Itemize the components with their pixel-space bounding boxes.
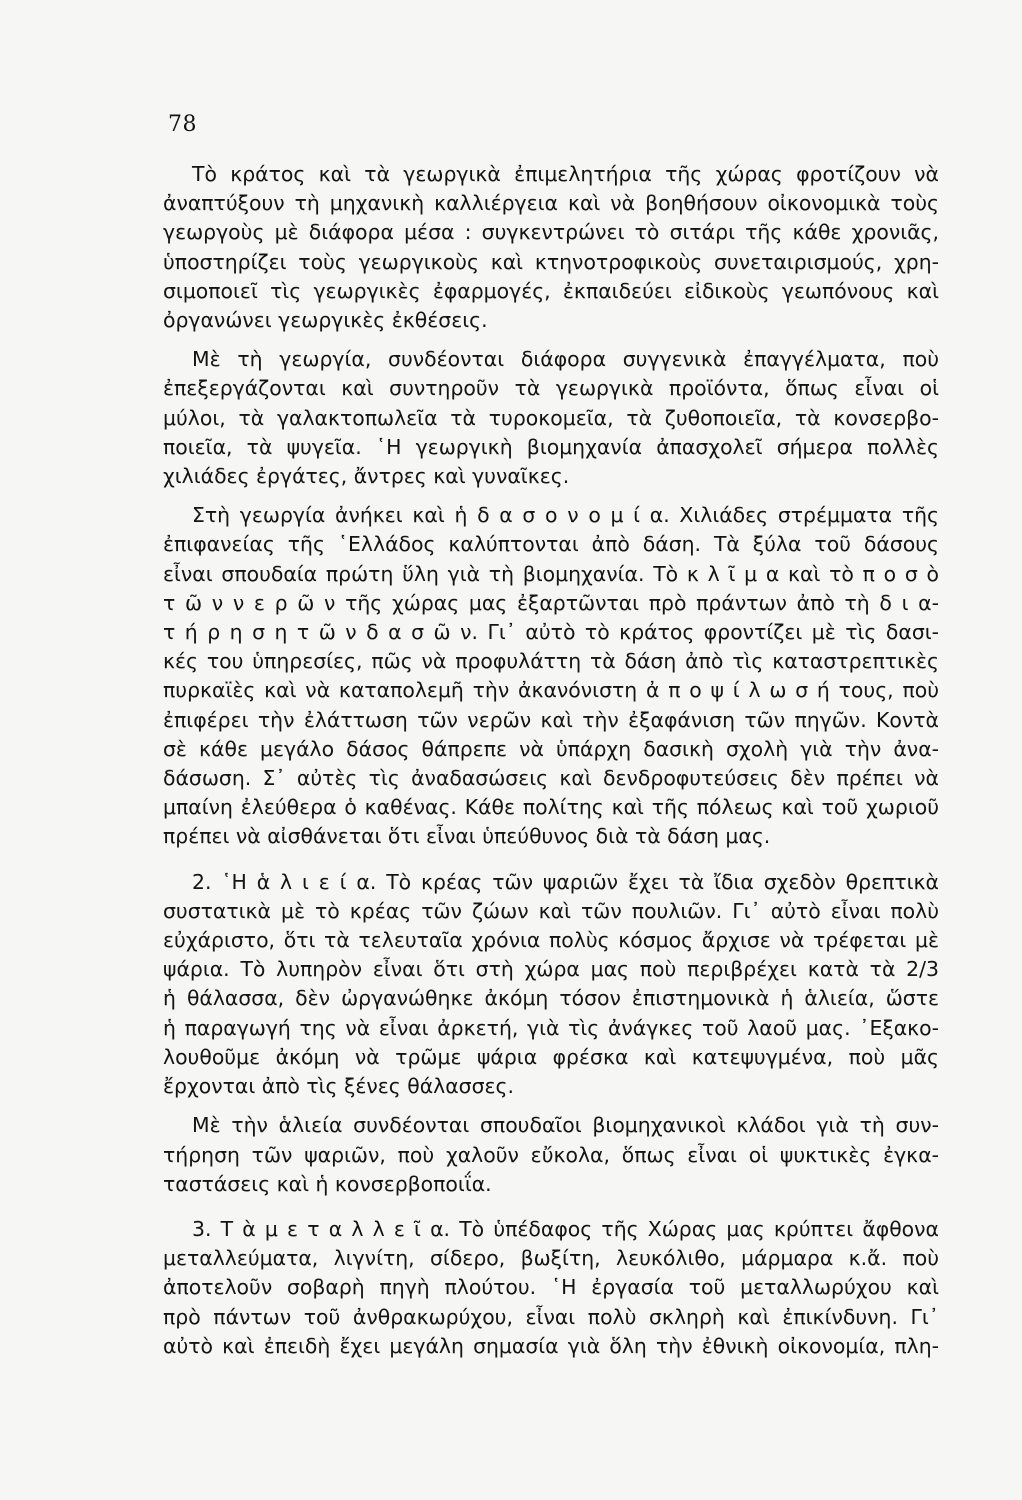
text-line: ἀποτελοῦν σοβαρὴ πηγὴ πλούτου. ῾Η ἐργασία τοῦ μεταλλωρύχου καὶ [163, 1275, 939, 1300]
text-line: ἡ παραγωγή της νὰ εἶναι ἀρκετή, γιὰ τὶς ἀνάγκες τοῦ λαοῦ μας. ᾽Εξακο- [163, 1015, 939, 1040]
body-text [163, 160, 939, 1371]
text-line: τήρηση τῶν ψαριῶν, ποὺ χαλοῦν εὔκολα, ὅπως εἶναι οἱ ψυκτικὲς ἐγκα- [163, 1142, 939, 1167]
text-line: λουθοῦμε ἀκόμη νὰ τρῶμε ψάρια φρέσκα καὶ κατεψυγμένα, ποὺ μᾶς [163, 1044, 939, 1069]
text-line: σιμοποιεῖ τὶς γεωργικὲς ἐφαρμογές, ἐκπαιδεύει εἰδικοὺς γεωπόνους καὶ [163, 278, 939, 303]
text-line: μύλοι, τὰ γαλακτοπωλεῖα τὰ τυροκομεῖα, τὰ ζυθοποιεῖα, τὰ κονσερβο- [163, 405, 939, 430]
text-line: γεωργοὺς μὲ διάφορα μέσα : συγκεντρώνει τὸ σιτάρι τῆς κάθε χρονιᾶς, [163, 220, 939, 245]
text-line: συστατικὰ μὲ τὸ κρέας τῶν ζώων καὶ τῶν πουλιῶν. Γι᾽ αὐτὸ εἶναι πολὺ [163, 898, 939, 923]
text-line: 2. ῾Η ἁ λ ι ε ί α. Τὸ κρέας τῶν ψαριῶν ἔχει τὰ ἴδια σχεδὸν θρεπτικὰ [192, 869, 939, 894]
text-line: μπαίνη ἐλεύθερα ὁ καθένας. Κάθε πολίτης καὶ τῆς πόλεως καὶ τοῦ χωριοῦ [163, 795, 939, 820]
text-line: ὀργανώνει γεωργικὲς ἐκθέσεις. [163, 308, 488, 333]
page-number: 78 [168, 112, 197, 137]
text-line: 3. Τ ὰ μ ε τ α λ λ ε ῖ α. Τὸ ὑπέδαφος τῆς Χώρας μας κρύπτει ἄφθονα [192, 1216, 939, 1241]
text-line: σὲ κάθε μεγάλο δάσος θάπρεπε νὰ ὑπάρχη δασικὴ σχολὴ γιὰ τὴν ἀνα- [163, 736, 939, 761]
text-line: ἐπιφέρει τὴν ἐλάττωση τῶν νερῶν καὶ τὴν ἐξαφάνιση τῶν πηγῶν. Κοντὰ [163, 707, 939, 732]
paragraph [163, 1111, 939, 1199]
paragraph [163, 868, 939, 1102]
text-line: κές του ὑπηρεσίες, πῶς νὰ προφυλάττη τὰ δάση ἀπὸ τὶς καταστρεπτικὲς [163, 649, 939, 674]
paragraph [163, 1215, 939, 1361]
text-line: ταστάσεις καὶ ἡ κονσερβοποιΐα. [163, 1171, 492, 1196]
text-line: Στὴ γεωργία ἀνήκει καὶ ἡ δ α σ ο ν ο μ ί α. Χιλιάδες στρέμματα τῆς [192, 503, 939, 528]
text-line: ἐπεξεργάζονται καὶ συντηροῦν τὰ γεωργικὰ προϊόντα, ὅπως εἶναι οἱ [163, 376, 939, 401]
text-line: Τὸ κράτος καὶ τὰ γεωργικὰ ἐπιμελητήρια τῆς χώρας φροτίζουν νὰ [192, 162, 939, 186]
text-line: αὐτὸ καὶ ἐπειδὴ ἔχει μεγάλη σημασία γιὰ ὅλη τὴν ἐθνικὴ οἰκονομία, πλη- [163, 1333, 939, 1358]
text-line: ἀναπτύξουν τὴ μηχανικὴ καλλιέργεια καὶ νὰ βοηθήσουν οἰκονομικὰ τοὺς [163, 191, 939, 216]
text-line: μεταλλεύματα, λιγνίτη, σίδερο, βωξίτη, λευκόλιθο, μάρμαρα κ.ἄ. ποὺ [163, 1246, 939, 1271]
text-line: τ ῶ ν ν ε ρ ῶ ν τῆς χώρας μας ἐξαρτῶνται πρὸ πράντων ἀπὸ τὴ δ ι α- [163, 590, 939, 615]
text-line: πυρκαϊὲς καὶ νὰ καταπολεμῆ τὴν ἀκανόνιστη ἀ π ο ψ ί λ ω σ ή τους, ποὺ [163, 678, 939, 703]
text-line: ψάρια. Τὸ λυπηρὸν εἶναι ὅτι στὴ χώρα μας ποὺ περιβρέχει κατὰ τὰ 2/3 [163, 957, 939, 982]
text-line: ὑποστηρίζει τοὺς γεωργικοὺς καὶ κτηνοτροφικοὺς συνεταιρισμούς, χρη- [163, 249, 939, 274]
text-line: ἡ θάλασσα, δὲν ὠργανώθηκε ἀκόμη τόσον ἐπιστημονικὰ ἡ ἁλιεία, ὥστε [163, 986, 939, 1011]
text-line: χιλιάδες ἐργάτες, ἄντρες καὶ γυναῖκες. [163, 464, 570, 489]
paragraph [163, 160, 939, 335]
paragraph [163, 501, 939, 851]
text-line: Μὲ τὴ γεωργία, συνδέονται διάφορα συγγενικὰ ἐπαγγέλματα, ποὺ [192, 347, 939, 372]
text-line: πρὸ πάντων τοῦ ἀνθρακωρύχου, εἶναι πολὺ σκληρὴ καὶ ἐπικίνδυνη. Γι᾽ [163, 1304, 939, 1329]
paragraph [163, 345, 939, 491]
text-line: Μὲ τὴν ἁλιεία συνδέονται σπουδαῖοι βιομηχανικοὶ κλάδοι γιὰ τὴ συν- [192, 1113, 939, 1138]
text-line: ἔρχονται ἀπὸ τὶς ξένες θάλασσες. [163, 1074, 515, 1099]
text-line: εὐχάριστο, ὅτι τὰ τελευταῖα χρόνια πολὺς κόσμος ἄρχισε νὰ τρέφεται μὲ [163, 928, 939, 953]
text-line: πρέπει νὰ αἰσθάνεται ὅτι εἶναι ὑπεύθυνος διὰ τὰ δάση μας. [163, 824, 771, 849]
text-line: ποιεῖα, τὰ ψυγεῖα. ῾Η γεωργικὴ βιομηχανία ἀπασχολεῖ σήμερα πολλὲς [163, 434, 939, 459]
text-line: δάσωση. Σ᾽ αὐτὲς τὶς ἀναδασώσεις καὶ δενδροφυτεύσεις δὲν πρέπει νὰ [163, 766, 939, 791]
text-line: τ ή ρ η σ η τ ῶ ν δ α σ ῶ ν. Γι᾽ αὐτὸ τὸ κράτος φροντίζει μὲ τὶς δασι- [163, 620, 939, 645]
text-line: εἶναι σπουδαία πρώτη ὕλη γιὰ τὴ βιομηχανία. Τὸ κ λ ῖ μ α καὶ τὸ π ο σ ὸ [163, 561, 939, 586]
text-line: ἐπιφανείας τῆς ῾Ελλάδος καλύπτονται ἀπὸ δάση. Τὰ ξύλα τοῦ δάσους [163, 532, 939, 557]
